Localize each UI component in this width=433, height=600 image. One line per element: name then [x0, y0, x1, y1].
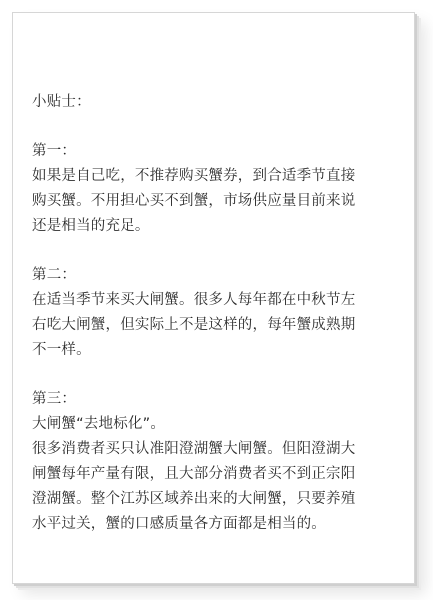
paragraph-line: 大闸蟹“去地标化”。	[32, 416, 166, 432]
section-3	[32, 387, 402, 537]
section-heading: 第一：	[32, 143, 77, 159]
section-heading: 第三：	[32, 391, 77, 407]
page-title: 小贴士：	[32, 94, 91, 110]
section-heading: 第二：	[32, 267, 77, 283]
paragraph-line: 在适当季节来买大闸蟹。很多人每年都在中秋节左	[32, 292, 356, 308]
paragraph-line: 很多消费者买只认准阳澄湖蟹大闸蟹。但阳澄湖大	[32, 441, 356, 457]
paragraph-line: 如果是自己吃，不推荐购买蟹券，到合适季节直接	[32, 168, 356, 184]
paragraph-line: 澄湖蟹。整个江苏区域养出来的大闸蟹，只要养殖	[32, 491, 356, 507]
paragraph-line: 购买蟹。不用担心买不到蟹，市场供应量目前来说	[32, 193, 356, 209]
paragraph-line: 还是相当的充足。	[32, 218, 150, 234]
section-2	[32, 263, 402, 363]
tips-content	[32, 90, 402, 561]
paragraph-line: 水平过关，蟹的口感质量各方面都是相当的。	[32, 516, 326, 532]
paragraph-line: 右吃大闸蟹，但实际上不是这样的，每年蟹成熟期	[32, 317, 356, 333]
paragraph-line: 闸蟹每年产量有限，且大部分消费者买不到正宗阳	[32, 466, 356, 482]
paragraph-line: 不一样。	[32, 342, 91, 358]
section-1	[32, 139, 402, 239]
